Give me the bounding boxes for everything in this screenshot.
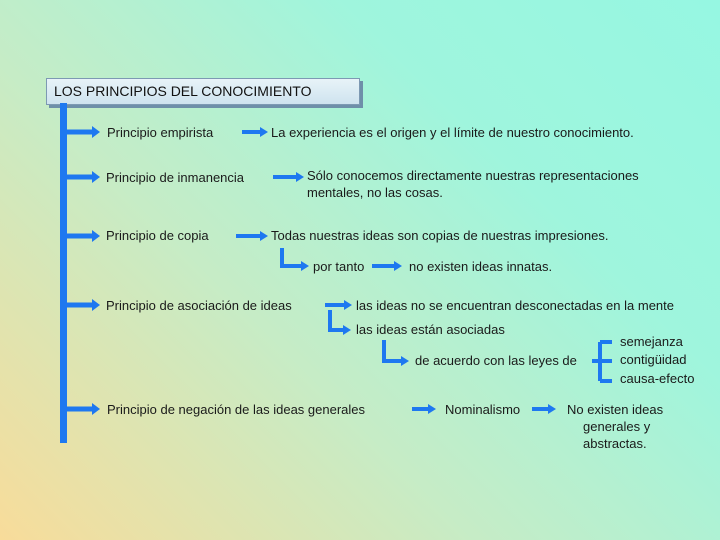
principle-copia-label: Principio de copia bbox=[106, 228, 209, 243]
negacion-nominalismo: Nominalismo bbox=[445, 402, 521, 417]
copia-no-innatas: no existen ideas innatas. bbox=[409, 259, 553, 274]
principle-copia-description: Todas nuestras ideas son copias de nuestras impresiones. bbox=[271, 228, 609, 243]
law-causa-efecto: causa-efecto bbox=[620, 371, 695, 386]
main-branches bbox=[64, 132, 92, 409]
asociacion-leyes-label: de acuerdo con las leyes de bbox=[415, 353, 577, 368]
negacion-conclusion-line3: abstractas. bbox=[583, 436, 647, 451]
principle-asociacion-label: Principio de asociación de ideas bbox=[106, 298, 292, 313]
negacion-conclusion-line2: generales y bbox=[583, 419, 651, 434]
law-contiguidad: contigüidad bbox=[620, 352, 687, 367]
copia-por-tanto: por tanto bbox=[313, 259, 365, 274]
principle-empirista-description: La experiencia es el origen y el límite de nuestro conocimiento. bbox=[271, 125, 634, 140]
main-arrowheads bbox=[92, 126, 100, 415]
diagram-title: LOS PRINCIPIOS DEL CONOCIMIENTO bbox=[54, 83, 312, 99]
principle-empirista-label: Principio empirista bbox=[107, 125, 214, 140]
principle-negacion-label: Principio de negación de las ideas generales bbox=[107, 402, 366, 417]
laws-bracket bbox=[592, 342, 612, 381]
negacion-conclusion-line1: No existen ideas bbox=[567, 402, 664, 417]
asociacion-ideas-asociadas: las ideas están asociadas bbox=[356, 322, 505, 337]
principle-asociacion-description: las ideas no se encuentran desconectadas en la mente bbox=[356, 298, 674, 313]
principle-inmanencia-description-line1: Sólo conocemos directamente nuestras representaciones bbox=[307, 168, 639, 183]
principle-inmanencia-description-line2: mentales, no las cosas. bbox=[307, 185, 443, 200]
law-semejanza: semejanza bbox=[620, 334, 683, 349]
principle-inmanencia-label: Principio de inmanencia bbox=[106, 170, 245, 185]
